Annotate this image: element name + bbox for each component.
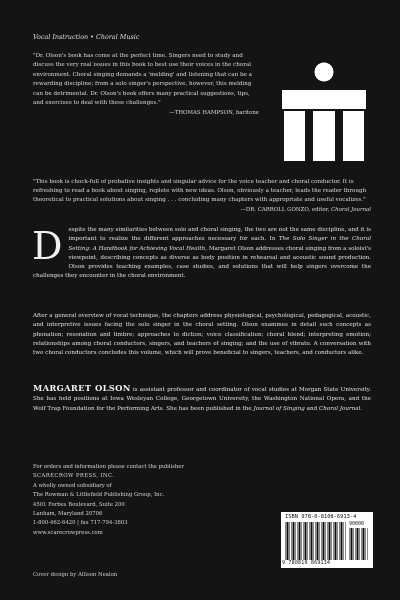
overview-paragraph: After a general overview of vocal technique, the chapters address physiological, psychological, pedagogical, acoustic, and interpretive issues facing the solo singer in the choral setting. Olson examines in detail such concepts as phonation; resonation and timbre; approaches to diction; voice classification; choral blend; interpreting emotion; relationships among choral conductors, singers, and teachers of singing; and the use of vibrato. A conversation with two choral conductors concludes this volume, which will prove beneficial to singers, teachers, and conductors alike. bbox=[33, 313, 371, 357]
book-title: The Solo Singer in the Choral Setting: A Handbook for Achieving Vocal Health bbox=[68, 236, 371, 252]
scarecrow-logo bbox=[282, 59, 366, 163]
bio-text: is assistant professor and coordinator of vocal studies at Morgan State University. She has held positions at Iowa Wesleyan College, Georgetown University, the Washington National Opera, and the Wolf Trap Foundation for the Performing Arts. She has been published in the bbox=[33, 387, 371, 412]
publisher-address: 4501 Forbes Boulevard, Suite 200 bbox=[33, 501, 125, 508]
barcode-bar bbox=[289, 522, 290, 560]
author-bio bbox=[33, 384, 371, 414]
book-description bbox=[33, 226, 371, 282]
barcode-bar bbox=[349, 528, 350, 560]
publisher-info bbox=[33, 463, 203, 538]
addon-digits: 90000 bbox=[349, 521, 365, 527]
barcode-bar bbox=[313, 522, 314, 560]
barcode-bar bbox=[357, 528, 359, 560]
endorsement-quote-gonzo bbox=[33, 178, 371, 215]
quote-attribution: —THOMAS HAMPSON, baritone bbox=[169, 110, 259, 117]
publisher-name: SCARECROW PRESS, INC. bbox=[33, 473, 115, 480]
barcode-bar bbox=[331, 522, 332, 560]
barcode-bar bbox=[297, 522, 298, 560]
barcode-bar bbox=[365, 528, 366, 560]
barcode bbox=[281, 512, 373, 568]
barcode-bar bbox=[363, 528, 365, 560]
addon-barcode-bars bbox=[349, 528, 369, 560]
barcode-bar bbox=[293, 522, 295, 560]
author-name: MARGARET OLSON bbox=[33, 383, 131, 393]
barcode-bar bbox=[315, 522, 316, 560]
attribution-name: —DR. CARROLL GONZO, editor, bbox=[240, 206, 332, 213]
barcode-bar bbox=[339, 522, 340, 560]
barcode-bar bbox=[359, 528, 360, 560]
journal-title: Choral Journal bbox=[318, 405, 361, 412]
barcode-bar bbox=[325, 522, 326, 560]
drop-cap: D bbox=[32, 224, 63, 268]
barcode-bar bbox=[327, 522, 328, 560]
barcode-bar bbox=[329, 522, 331, 560]
barcode-bar bbox=[305, 522, 307, 560]
category-label: Vocal Instruction • Choral Music bbox=[33, 33, 140, 41]
quote-text: "Dr. Olson's book has come at the perfect time. Singers need to study and discuss the very real issues in this book to best use their voices in the choral environment. Choral singing demands a 'melding' and listening that can be a rewarding discipline; from a solo singer's perspective, however, this melding can be detrimental. Dr. Olson's book offers many practical suggestions, tips, and exercises to deal with these challenges." bbox=[33, 53, 252, 107]
barcode-bar bbox=[321, 522, 322, 560]
ean-digits: 9 780810 869134 bbox=[282, 560, 331, 566]
barcode-bar bbox=[299, 522, 301, 560]
endorsement-quote-hampson bbox=[33, 52, 259, 119]
barcode-bar bbox=[341, 522, 343, 560]
barcode-bar bbox=[307, 522, 308, 560]
barcode-bar bbox=[291, 522, 292, 560]
description-paragraph bbox=[33, 226, 371, 282]
publisher-line: For orders and information please contact the publisher bbox=[33, 464, 184, 470]
attribution-publication: Choral Journal bbox=[331, 206, 371, 213]
quote-attribution bbox=[33, 206, 371, 215]
barcode-bar bbox=[337, 522, 338, 560]
barcode-bar bbox=[309, 522, 310, 560]
quote-text: "This book is chock-full of probative insights and singular advice for the voice teacher and choral conductor. It is refreshing to read a book about singing, replete with new ideas. Olson, obviously a teacher, leads the reader through theoretical to practical solutions about singing . . . concluding many chapters with appropriate and useful vocalizes." bbox=[33, 179, 367, 204]
isbn-label: ISBN 978-0-8108-6913-4 bbox=[285, 514, 357, 520]
publisher-address: Lanham, Maryland 20706 bbox=[33, 511, 103, 518]
cover-credit: Cover design by Allison Nealon bbox=[33, 572, 118, 578]
barcode-bar bbox=[361, 528, 362, 560]
bio-text: . bbox=[360, 405, 363, 412]
barcode-bar bbox=[287, 522, 289, 560]
barcode-bar bbox=[311, 522, 313, 560]
barcode-bar bbox=[319, 522, 320, 560]
description-text: , Margaret Olson addresses choral singing from a soloist's viewpoint, describing concepts as diverse as body position in rehearsal and acoustic sound production. Olson provides teaching examples, case studies, and solutions that will help singers overcome the challenges they encounter in the choral environment. bbox=[33, 245, 371, 280]
barcode-bar bbox=[317, 522, 319, 560]
barcode-bar bbox=[333, 522, 334, 560]
barcode-bar bbox=[343, 522, 344, 560]
barcode-bar bbox=[303, 522, 304, 560]
barcode-bar bbox=[353, 528, 354, 560]
barcode-bar bbox=[345, 522, 346, 560]
barcode-bar bbox=[355, 528, 356, 560]
bio-text: and bbox=[304, 405, 319, 412]
barcode-bar bbox=[351, 528, 353, 560]
ean-barcode-bars bbox=[285, 522, 347, 560]
publisher-line: A wholly owned subsidiary of bbox=[33, 482, 112, 489]
barcode-bar bbox=[335, 522, 337, 560]
barcode-bar bbox=[285, 522, 286, 560]
barcode-bar bbox=[301, 522, 302, 560]
publisher-line: The Rowman & Littlefield Publishing Group, Inc. bbox=[33, 492, 165, 499]
description-text: espite the many similarities between solo and choral singing, the two are not the same discipline, and it is important to realize the different approaches necessary for each. In bbox=[68, 227, 371, 243]
publisher-phone: 1-800-462-6420 | fax 717-794-3803 bbox=[33, 520, 128, 527]
journal-title: Journal of Singing bbox=[253, 405, 305, 412]
barcode-bar bbox=[367, 528, 368, 560]
barcode-bar bbox=[295, 522, 296, 560]
publisher-website[interactable]: www.scarecrowpress.com bbox=[33, 529, 103, 536]
barcode-bar bbox=[323, 522, 325, 560]
